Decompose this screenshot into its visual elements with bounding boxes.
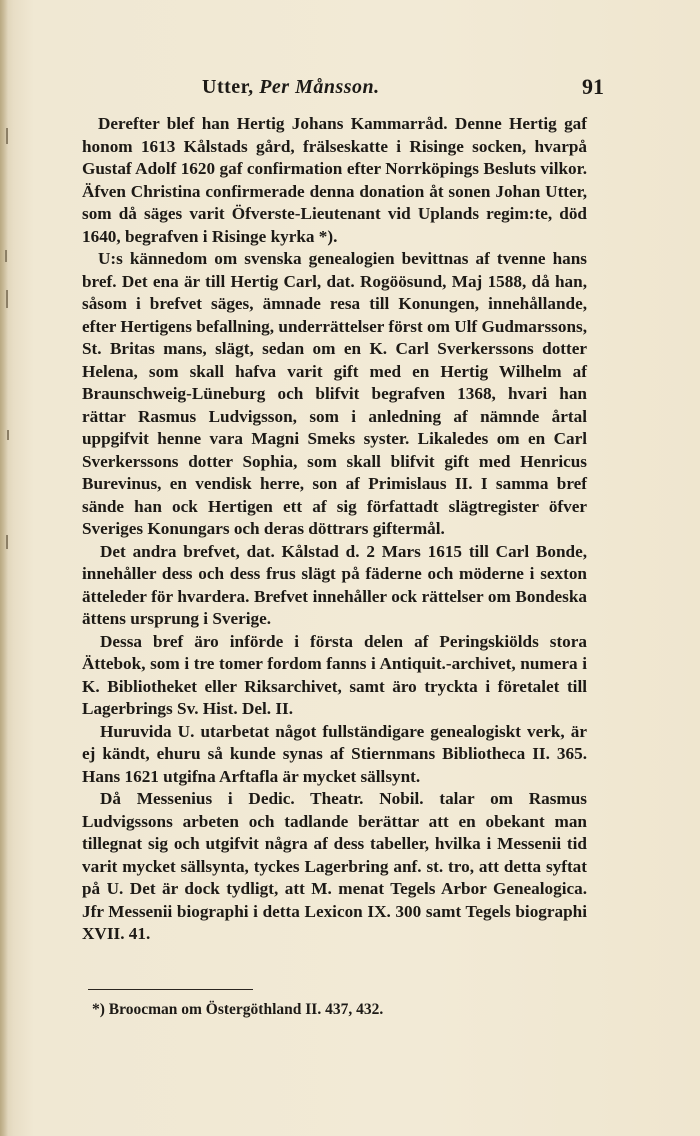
margin-tick <box>6 290 8 308</box>
paragraph: Då Messenius i Dedic. Theatr. Nobil. talar om Rasmus Ludvigssons arbeten och tadlande berättar att en obekant man tillegnat sig och utgifvit några af dess tabeller, hvilka i Messenii tid varit mycket sällsynta, tyckes Lagerbring anf. st. tro, att detta syftat på U. Det är dock tydligt, att M. menat Tegels Arbor Genealogica. Jfr Messenii biographi i detta Lexicon IX. 300 samt Tegels biographi XVII. 41. <box>82 789 587 943</box>
running-header <box>84 76 604 106</box>
page-number: 91 <box>582 74 604 99</box>
header-title <box>202 76 380 99</box>
header-author: Utter, <box>202 76 254 98</box>
binding-shadow <box>0 0 8 1136</box>
paragraph: U:s kännedom om svenska genealogien bevittnas af tvenne hans bref. Det ena är till Hertig Carl, dat. Rogöösund, Maj 1588, då han, såsom i brefvet säges, ämnade resa till Konungen, innehållande, efter Hertigens befallning, underrättelser först om Ulf Gudmarssons, St. Britas mans, slägt, sedan om en K. Carl Sverkerssons dotter Helena, som skall hafva varit gift med en Hertig Wilhelm af Braunschweig-Lüneburg och blifvit begrafven 1368, hvari han rättar Rasmus Ludvigsson, som i anledning af nämnde årtal uppgifvit henne vara Magni Smeks syster. Likaledes om en Carl Sverkerssons dotter Sophia, som skall blifvit gift med Henricus Burevinus, en vendisk herre, son af Primislaus II. I samma bref sände han ock Hertigen ett af sig författadt slägtregister öfver Sveriges Konungars och deras döttrars giftermål. <box>82 249 587 538</box>
margin-tick <box>5 250 7 262</box>
header-person-name: Per Månsson. <box>259 76 380 98</box>
margin-tick <box>7 430 9 440</box>
paragraph: Dessa bref äro införde i första delen af Peringskiölds stora Ättebok, som i tre tomer fordom fanns i Antiquit.-archivet, numera i K. Bibliotheket eller Riksarchivet, samt äro tryckta i företalet till Lagerbrings Sv. Hist. Del. II. <box>82 631 587 718</box>
main-text <box>82 113 587 946</box>
margin-tick <box>6 535 8 549</box>
footnote-rule <box>88 989 253 990</box>
paragraph: Derefter blef han Hertig Johans Kammarråd. Denne Hertig gaf honom 1613 Kålstads gård, frälseskatte i Risinge socken, hvarpå Gustaf Adolf 1620 gaf confirmation efter Norrköpings Besluts vilkor. Äfven Christina confirmerade denna donation åt sonen Johan Utter, som då säges varit Öfverste-Lieutenant vid Uplands regim:te, död 1640, begrafven i Risinge kyrka *). <box>82 114 587 246</box>
paragraph: Huruvida U. utarbetat något fullständigare genealogiskt verk, är ej kändt, ehuru så kunde synas af Stiernmans Bibliotheca II. 365. Hans 1621 utgifna Arftafla är mycket sällsynt. <box>82 721 587 786</box>
margin-tick <box>6 128 8 144</box>
paragraph: Det andra brefvet, dat. Kålstad d. 2 Mars 1615 till Carl Bonde, innehåller dess och dess frus slägt på fäderne och möderne i sexton ätteleder för hvardera. Brefvet innehåller ock rättelser om Bondeska ättens ursprung i Sverige. <box>82 541 587 628</box>
footnote: *) Broocman om Östergöthland II. 437, 432. <box>92 1001 384 1018</box>
